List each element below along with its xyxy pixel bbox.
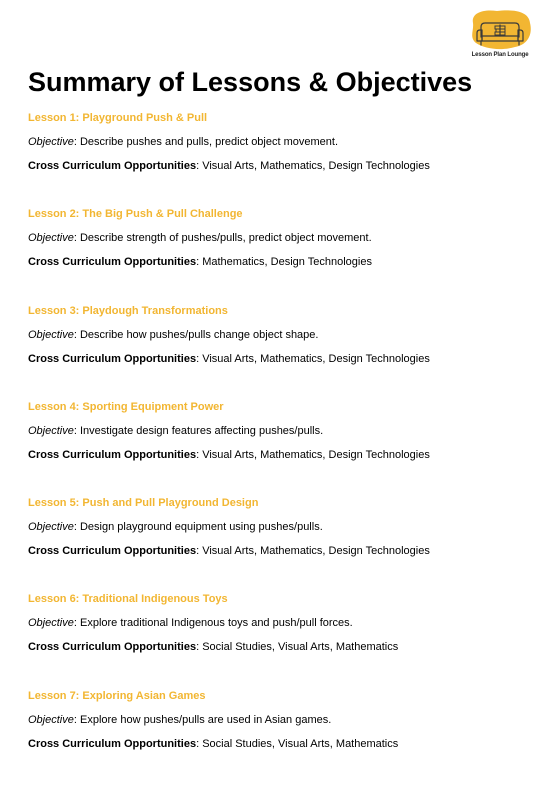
cross-curriculum-label: Cross Curriculum Opportunities (28, 737, 197, 750)
objective-text: Investigate design features affecting pushes/pulls. (79, 424, 324, 437)
cross-curriculum-label: Cross Curriculum Opportunities (28, 641, 197, 654)
logo-label: Lesson Plan Lounge (471, 52, 529, 58)
lesson-cross-curriculum (28, 254, 538, 270)
logo (467, 9, 533, 63)
cross-curriculum-label: Cross Curriculum Opportunities (28, 160, 197, 172)
objective-text: Describe pushes and pulls, predict object movement. (79, 136, 339, 148)
cross-curriculum-text: Visual Arts, Mathematics, Design Technologies (202, 160, 430, 172)
lesson-item (28, 591, 538, 687)
cross-curriculum-label: Cross Curriculum Opportunities (28, 352, 197, 365)
lesson-title: Lesson 5: Push and Pull Playground Design (28, 497, 259, 510)
lesson-item (28, 495, 538, 591)
cross-curriculum-separator: : (196, 256, 203, 269)
cross-curriculum-separator: : (196, 545, 203, 558)
objective-separator: : (73, 232, 80, 245)
lesson-objective (28, 712, 538, 728)
lesson-title: Lesson 3: Playdough Transformations (28, 304, 228, 317)
lesson-cross-curriculum (28, 543, 538, 559)
lesson-objective (28, 230, 538, 246)
objective-label: Objective (28, 232, 74, 245)
lesson-cross-curriculum (28, 447, 538, 463)
objective-separator: : (73, 617, 80, 630)
objective-text: Describe how pushes/pulls change object shape. (79, 328, 319, 341)
objective-separator: : (73, 713, 80, 726)
lesson-title: Lesson 7: Exploring Asian Games (28, 689, 206, 702)
objective-label: Objective (28, 521, 74, 534)
objective-text: Describe strength of pushes/pulls, predict object movement. (79, 232, 372, 245)
sofa-icon (467, 9, 533, 53)
lesson-cross-curriculum (28, 736, 538, 752)
lesson-objective (28, 134, 538, 150)
lesson-objective (28, 519, 538, 535)
lesson-title: Lesson 6: Traditional Indigenous Toys (28, 593, 228, 606)
cross-curriculum-separator: : (196, 641, 203, 654)
cross-curriculum-separator: : (196, 160, 203, 172)
cross-curriculum-label: Cross Curriculum Opportunities (28, 448, 197, 461)
lesson-objective (28, 615, 538, 631)
lesson-item (28, 303, 538, 399)
lesson-objective (28, 327, 538, 343)
objective-label: Objective (28, 136, 74, 148)
lesson-item (28, 688, 538, 784)
cross-curriculum-text: Visual Arts, Mathematics, Design Technologies (202, 448, 430, 461)
cross-curriculum-text: Visual Arts, Mathematics, Design Technologies (202, 545, 430, 558)
objective-text: Explore traditional Indigenous toys and push/pull forces. (79, 617, 353, 630)
objective-separator: : (73, 521, 80, 534)
cross-curriculum-text: Social Studies, Visual Arts, Mathematics (202, 641, 399, 654)
lesson-title: Lesson 2: The Big Push & Pull Challenge (28, 208, 243, 221)
lesson-cross-curriculum (28, 351, 538, 367)
lesson-objective (28, 423, 538, 439)
page-title: Summary of Lessons & Objectives (28, 67, 473, 97)
objective-label: Objective (28, 424, 74, 437)
objective-label: Objective (28, 713, 74, 726)
cross-curriculum-text: Mathematics, Design Technologies (202, 256, 372, 269)
lesson-item (28, 206, 538, 302)
lesson-cross-curriculum (28, 639, 538, 655)
objective-separator: : (73, 328, 80, 341)
objective-label: Objective (28, 328, 74, 341)
cross-curriculum-label: Cross Curriculum Opportunities (28, 545, 197, 558)
lesson-title: Lesson 1: Playground Push & Pull (28, 112, 208, 124)
cross-curriculum-label: Cross Curriculum Opportunities (28, 256, 197, 269)
lesson-cross-curriculum (28, 158, 538, 174)
objective-separator: : (73, 136, 80, 148)
cross-curriculum-text: Social Studies, Visual Arts, Mathematics (202, 737, 399, 750)
lesson-item (28, 110, 538, 206)
objective-text: Explore how pushes/pulls are used in Asian games. (79, 713, 332, 726)
objective-label: Objective (28, 617, 74, 630)
lesson-title: Lesson 4: Sporting Equipment Power (28, 400, 224, 413)
lesson-list (28, 110, 538, 784)
objective-separator: : (73, 424, 80, 437)
lesson-item (28, 399, 538, 495)
objective-text: Design playground equipment using pushes/pulls. (79, 521, 323, 534)
cross-curriculum-separator: : (196, 352, 203, 365)
cross-curriculum-separator: : (196, 737, 203, 750)
cross-curriculum-separator: : (196, 448, 203, 461)
cross-curriculum-text: Visual Arts, Mathematics, Design Technologies (202, 352, 430, 365)
